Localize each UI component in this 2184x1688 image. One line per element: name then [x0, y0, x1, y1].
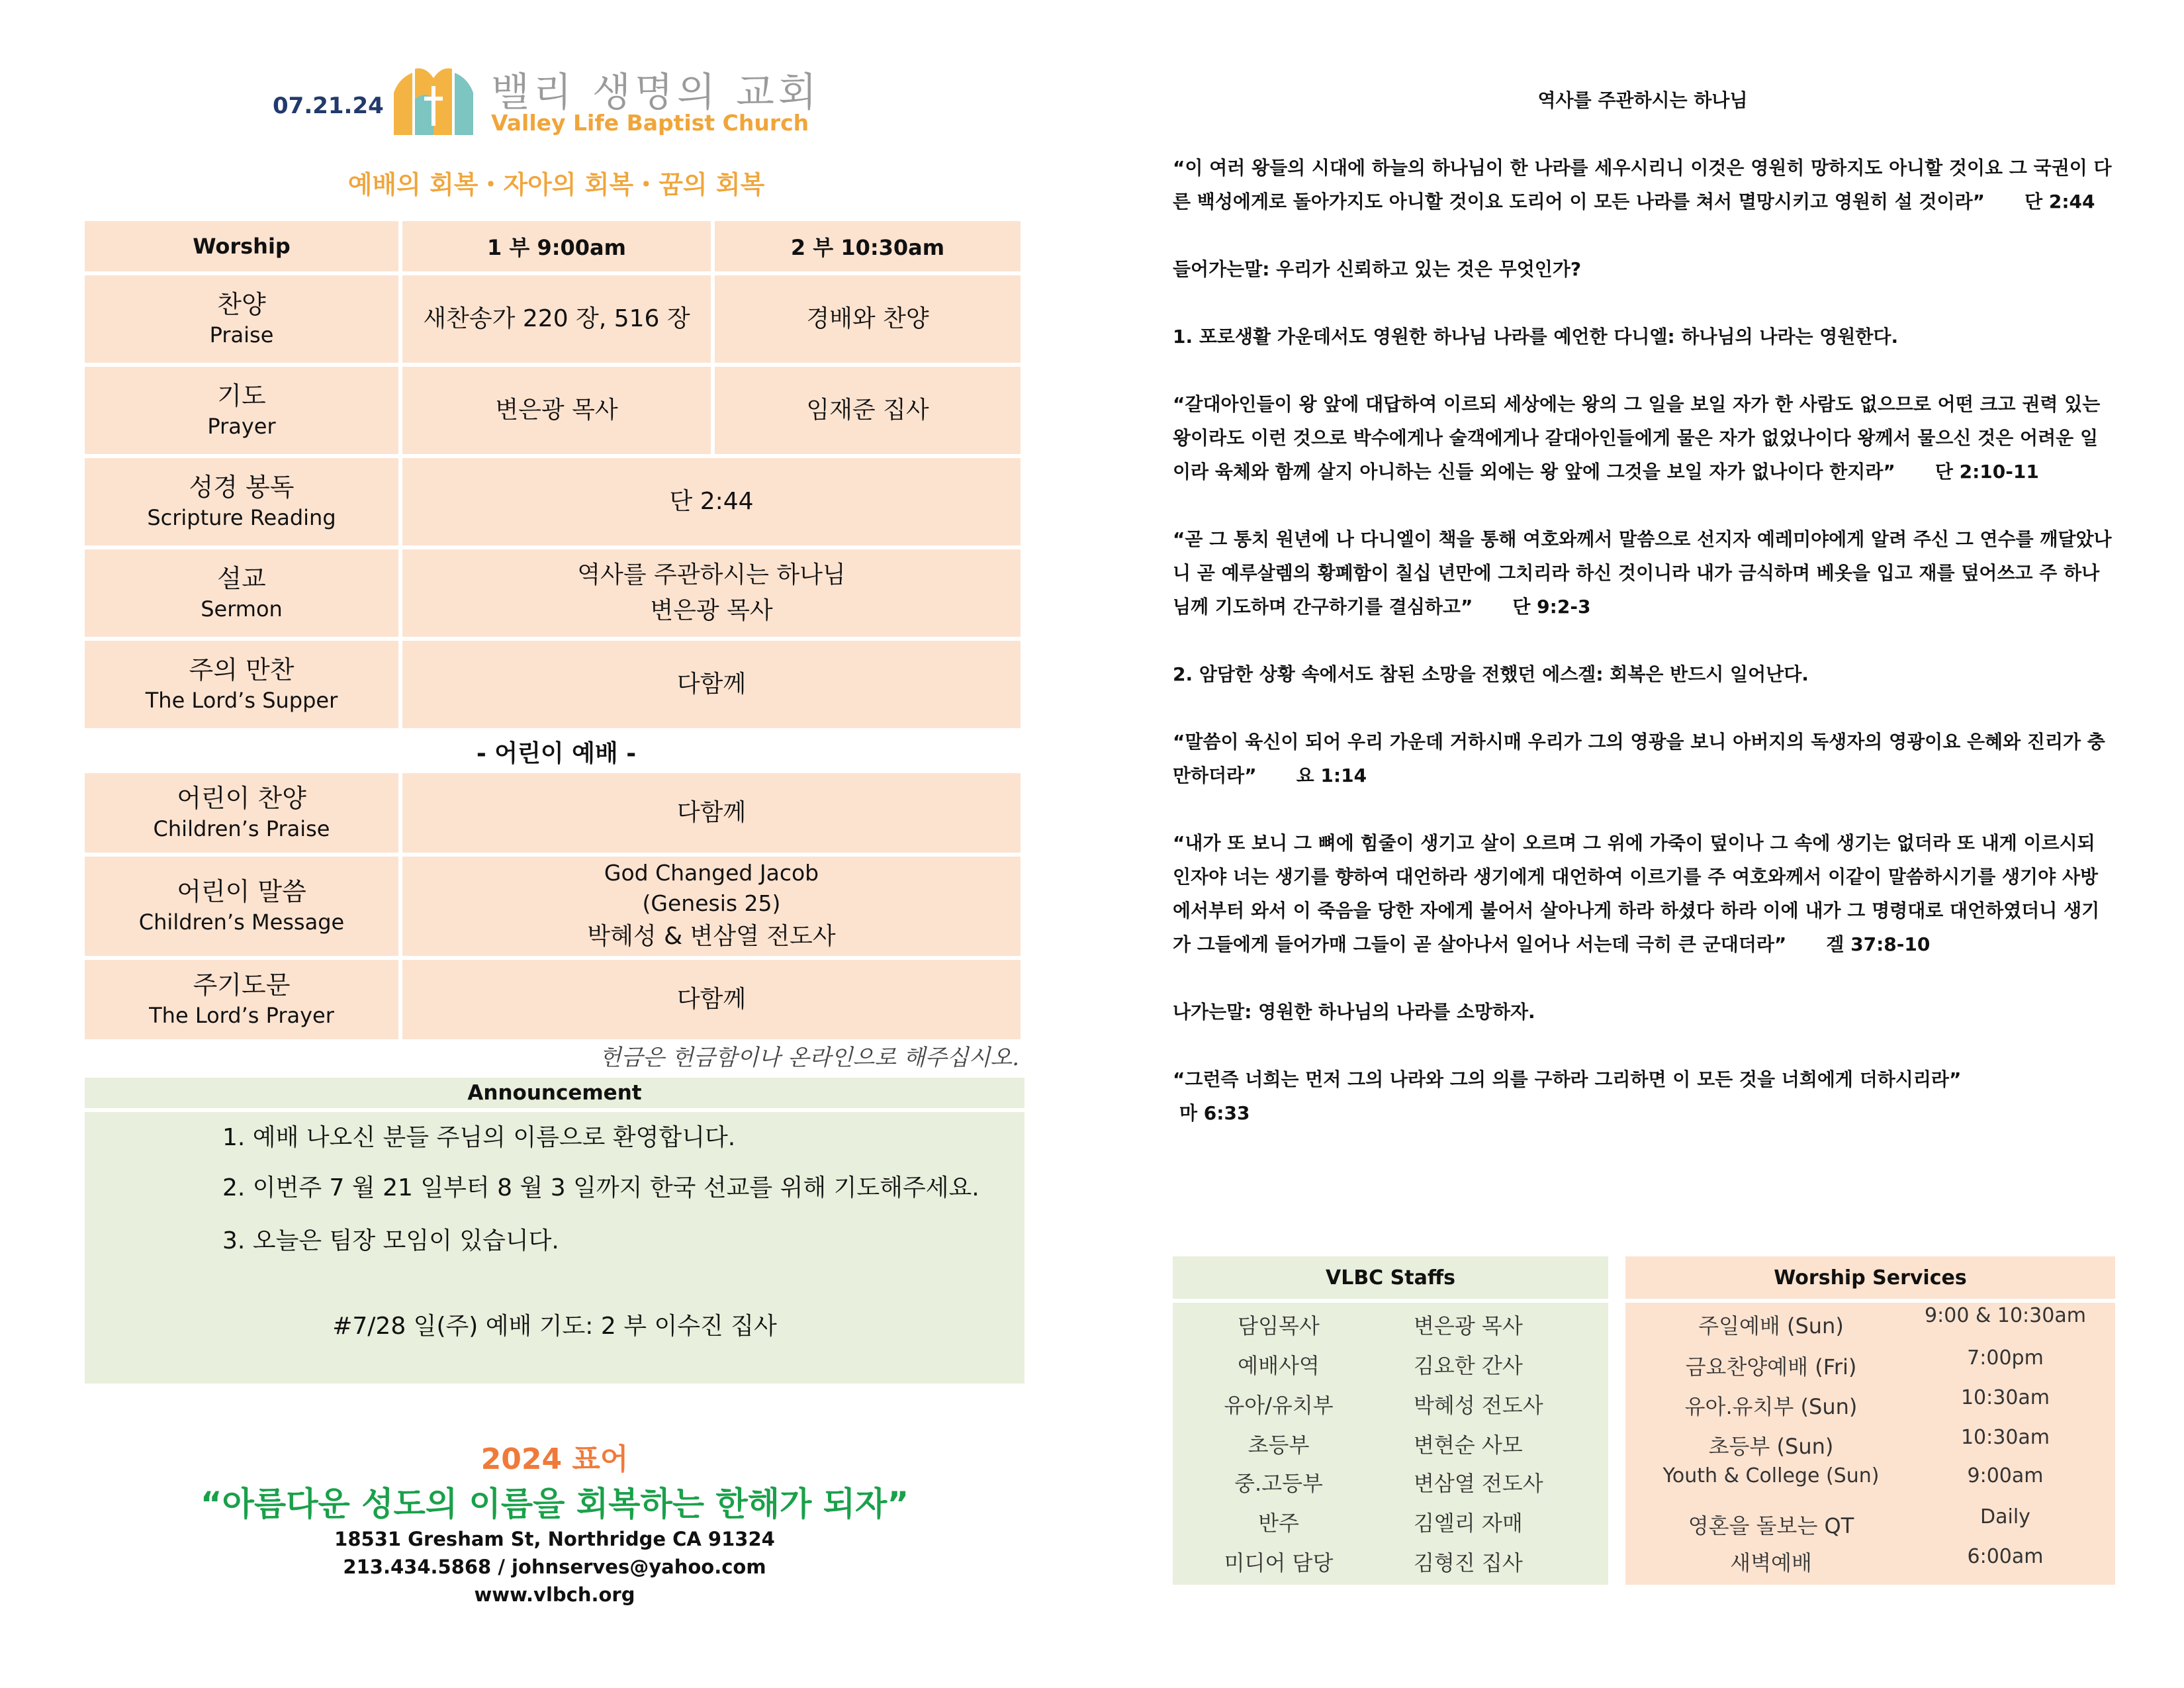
service-time: 9:00 & 10:30am [1925, 1304, 2086, 1327]
row-label-en: Children’s Praise [153, 816, 330, 842]
service-name: 주일예배 (Sun) [1698, 1313, 1844, 1338]
sermon-passage [1173, 1062, 2113, 1130]
sermon-notes-title: 역사를 주관하시는 하나님 [1537, 89, 1748, 111]
service-name: 금요찬양예배 (Fri) [1685, 1354, 1857, 1380]
message-passage: (Genesis 25) [642, 890, 781, 916]
service-name: 초등부 (Sun) [1708, 1434, 1834, 1459]
col-header-worship: Worship [85, 221, 398, 271]
staff-name: 김엘리 자매 [1414, 1511, 1523, 1536]
announcement-item: 2. 이번주 7 월 21 일부터 8 월 3 일까지 한국 선교를 위해 기도해주세요. [222, 1174, 979, 1201]
sermon-passage [1173, 387, 2113, 489]
row-label-ko: 주의 만찬 [189, 655, 295, 684]
staff-role: 유아/유치부 [1224, 1393, 1334, 1418]
row-label-prayer [85, 367, 398, 454]
staff-table-header: VLBC Staffs [1173, 1256, 1608, 1299]
row-label-children-message [85, 857, 398, 956]
church-address: 18531 Gresham St, Northridge CA 91324 [334, 1528, 775, 1550]
scripture-quote: “곧 그 통치 원년에 나 다니엘이 책을 통해 여호와께서 말씀으로 선지자 예레미야에게 알려 주신 그 연수를 깨달았나니 곧 예루살렘의 황폐함이 칠십 년만에 그치리라 하신 것이니라 내가 금식하며 베옷을 입고 재를 덮어쓰고 주 하나님께 기도하며 간구하기를 결심하고” [1173, 528, 2112, 618]
message-speakers: 박혜성 & 변삼열 전도사 [587, 923, 836, 951]
row-label-en: Scripture Reading [147, 505, 336, 531]
service-name: 영혼을 돌보는 QT [1688, 1513, 1854, 1538]
row-label-lords-prayer [85, 960, 398, 1039]
sermon-point-2: 2. 암담한 상황 속에서도 참된 소망을 전했던 에스겔: 회복은 반드시 일어난다. [1173, 663, 1809, 685]
row-label-ko: 주기도문 [193, 970, 291, 1000]
staff-role: 예배사역 [1238, 1353, 1320, 1378]
scripture-ref: 요 1:14 [1296, 765, 1367, 786]
church-name-english: Valley Life Baptist Church [491, 110, 809, 136]
sermon-intro: 들어가는말: 우리가 신뢰하고 있는 것은 무엇인가? [1173, 258, 1582, 280]
scripture-quote: “갈대아인들이 왕 앞에 대답하여 이르되 세상에는 왕의 그 일을 보일 자가 한 사람도 없으므로 어떤 크고 권력 있는 왕이라도 이런 것으로 박수에게나 술객에게나 갈대아인들에게 물은 자가 없었나이다 왕께서 물으신 것은 어려운 일이라 육체와 함께 살지 아니하는 신들 외에는 왕 앞에 그것을 보일 자가 없나이다 한지라” [1173, 393, 2101, 483]
sermon-passage [1173, 725, 2113, 792]
year-theme-title: 2024 표어 [480, 1442, 629, 1476]
service-time: 6:00am [1967, 1545, 2044, 1568]
sermon-title: 역사를 주관하시는 하나님 [577, 561, 846, 588]
scripture-quote: “그런즉 너희는 먼저 그의 나라와 그의 의를 구하라 그리하면 이 모든 것을 너희에게 더하시리라” [1173, 1068, 1962, 1090]
scripture-quote: “이 여러 왕들의 시대에 하늘의 하나님이 한 나라를 세우시리니 이것은 영원히 망하지도 아니할 것이요 그 국권이 다른 백성에게로 돌아가지도 아니할 것이요 도리어 이 모든 나라를 쳐서 멸망시키고 영원히 설 것이라” [1173, 157, 2112, 212]
staff-role: 미디어 담당 [1224, 1550, 1334, 1575]
church-name-korean: 밸리 생명의 교회 [491, 70, 821, 116]
sermon-conclusion: 나가는말: 영원한 하나님의 나라를 소망하자. [1173, 1001, 1535, 1023]
col-header-service-2: 2 부 10:30am [715, 221, 1021, 271]
scripture-ref: 단 2:44 [2025, 191, 2095, 212]
sermon-value [402, 549, 1021, 637]
sermon-passage [1173, 151, 2113, 218]
service-time: 7:00pm [1967, 1346, 2044, 1370]
church-motto: 예배의 회복・자아의 회복・꿈의 회복 [347, 170, 765, 199]
service-name: Youth & College (Sun) [1662, 1464, 1880, 1487]
staff-name: 김요한 간사 [1414, 1353, 1523, 1378]
row-label-en: Praise [209, 322, 274, 348]
staff-name: 변현순 사모 [1414, 1432, 1523, 1458]
scripture-ref: 겔 37:8-10 [1826, 933, 1931, 955]
church-logo-icon [392, 66, 475, 136]
service-time: 10:30am [1960, 1426, 2050, 1449]
message-title: God Changed Jacob [604, 859, 819, 886]
prayer-service-2: 임재준 집사 [715, 367, 1021, 454]
prayer-service-1: 변은광 목사 [402, 367, 711, 454]
staff-name: 박혜성 전도사 [1414, 1393, 1543, 1418]
scripture-ref: 단 2:10-11 [1934, 461, 2039, 483]
scripture-ref: 단 9:2-3 [1512, 596, 1591, 618]
sermon-passage [1173, 522, 2113, 624]
staff-role: 초등부 [1248, 1432, 1310, 1458]
church-contact: 213.434.5868 / johnserves@yahoo.com [343, 1556, 766, 1578]
children-praise-value: 다함께 [402, 773, 1021, 853]
staff-name: 김형진 집사 [1414, 1550, 1523, 1575]
row-label-ko: 어린이 찬양 [177, 783, 306, 813]
announcement-item: 3. 오늘은 팀장 모임이 있습니다. [222, 1227, 559, 1254]
service-name: 유아.유치부 (Sun) [1684, 1394, 1858, 1419]
scripture-quote: “말씀이 육신이 되어 우리 가운데 거하시매 우리가 그의 영광을 보니 아버지의 독생자의 영광이요 은혜와 진리가 충만하더라” [1173, 731, 2105, 786]
row-label-ko: 설교 [217, 563, 266, 593]
row-label-en: Sermon [201, 596, 283, 622]
sermon-point-1: 1. 포로생활 가운데서도 영원한 하나님 나라를 예언한 다니엘: 하나님의 나라는 영원한다. [1173, 326, 1899, 348]
announcement-item: 1. 예배 나오신 분들 주님의 이름으로 환영합니다. [222, 1124, 736, 1151]
staff-role: 반주 [1258, 1511, 1299, 1536]
service-time: Daily [1980, 1505, 2030, 1528]
year-theme-motto: “아름다운 성도의 이름을 회복하는 한해가 되자” [200, 1485, 909, 1523]
bulletin-date: 07.21.24 [273, 93, 384, 119]
staff-name: 변은광 목사 [1414, 1313, 1523, 1338]
staff-name: 변삼열 전도사 [1414, 1471, 1543, 1496]
children-message-value [402, 857, 1021, 956]
sermon-notes [1173, 83, 2113, 1164]
service-name: 새벽예배 [1730, 1550, 1812, 1575]
scripture-quote: “내가 또 보니 그 뼈에 힘줄이 생기고 살이 오르며 그 위에 가죽이 덮이나 그 속에 생기는 없더라 또 내게 이르시되 인자야 너는 생기를 향하여 대언하라 생기에게 대언하여 이르기를 주 여호와께서 이같이 말씀하시기를 생기야 사방에서부터 와서 이 죽음을 당한 자에게 불어서 살아나게 하라 하셨다 하라 이에 내가 그 명령대로 대언하였더니 생기가 그들에게 들어가매 그들이 곧 살아나서 일어나 서는데 극히 큰 군대더라” [1173, 832, 2100, 955]
row-label-scripture [85, 458, 398, 545]
services-table-header: Worship Services [1625, 1256, 2115, 1299]
row-label-en: The Lord’s Supper [145, 688, 338, 714]
sermon-passage [1173, 826, 2113, 961]
staff-role: 중.고등부 [1234, 1471, 1323, 1496]
row-label-children-praise [85, 773, 398, 853]
announcement-header: Announcement [85, 1078, 1024, 1108]
lords-supper-value: 다함께 [402, 641, 1021, 728]
praise-service-1: 새찬송가 220 장, 516 장 [402, 275, 711, 363]
scripture-ref: 마 6:33 [1179, 1102, 1250, 1124]
row-label-sermon [85, 549, 398, 637]
scripture-value: 단 2:44 [402, 458, 1021, 545]
row-label-ko: 성경 봉독 [189, 472, 295, 502]
service-time: 10:30am [1960, 1386, 2050, 1409]
row-label-ko: 어린이 말씀 [177, 876, 306, 906]
row-label-en: The Lord’s Prayer [149, 1003, 334, 1029]
col-header-service-1: 1 부 9:00am [402, 221, 711, 271]
row-label-ko: 찬양 [217, 289, 266, 319]
offering-note: 헌금은 헌금함이나 온라인으로 해주십시오. [599, 1045, 1019, 1071]
row-label-lords-supper [85, 641, 398, 728]
lords-prayer-value: 다함께 [402, 960, 1021, 1039]
sermon-preacher: 변은광 목사 [650, 597, 773, 624]
praise-service-2: 경배와 찬양 [715, 275, 1021, 363]
staff-role: 담임목사 [1238, 1313, 1320, 1338]
church-website: www.vlbch.org [474, 1583, 635, 1606]
row-label-praise [85, 275, 398, 363]
row-label-ko: 기도 [217, 381, 266, 410]
service-time: 9:00am [1967, 1464, 2044, 1487]
next-week-prayer-note: #7/28 일(주) 예배 기도: 2 부 이수진 집사 [332, 1313, 777, 1340]
row-label-en: Prayer [207, 414, 276, 440]
row-label-en: Children’s Message [138, 910, 345, 935]
kids-worship-title: - 어린이 예배 - [476, 740, 637, 767]
